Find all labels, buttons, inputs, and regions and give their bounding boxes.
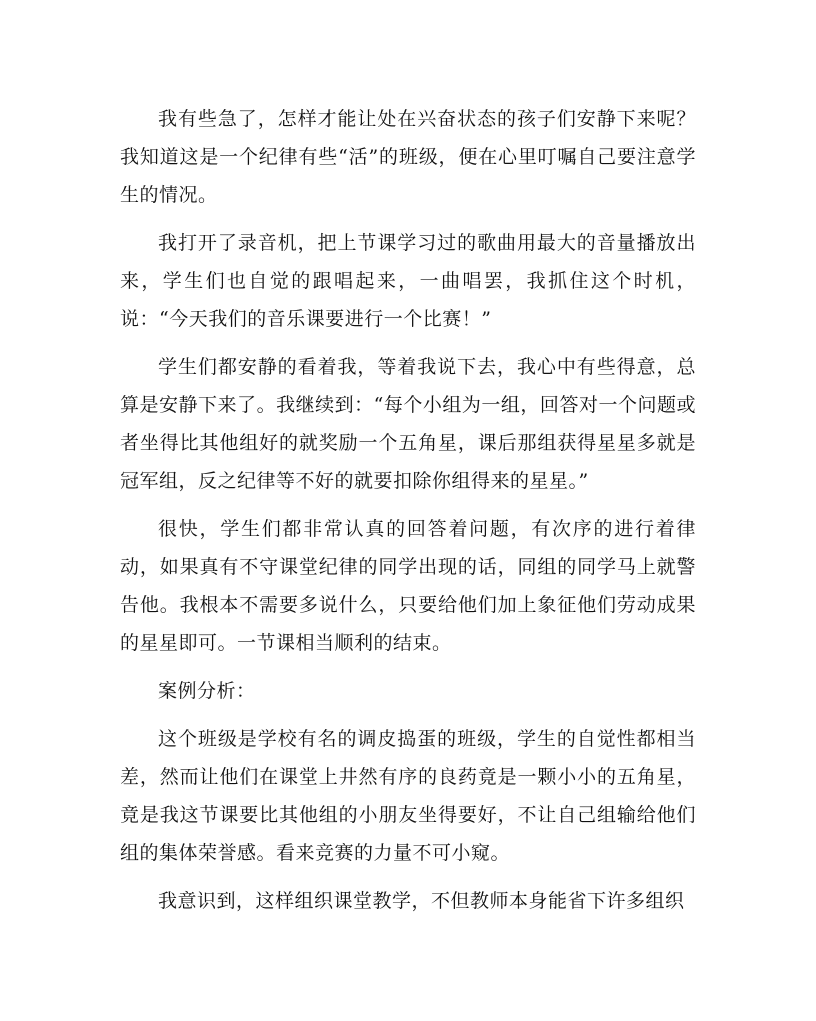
paragraph-2: 我打开了录音机，把上节课学习过的歌曲用最大的音量播放出来，学生们也自觉的跟唱起来，一曲唱罢，我抓住这个时机，说：“今天我们的音乐课要进行一个比赛！” — [120, 232, 696, 330]
body-text — [120, 100, 696, 930]
paragraph-1: 我有些急了，怎样才能让处在兴奋状态的孩子们安静下来呢？我知道这是一个纪律有些“活”的班级，便在心里叮嘱自己要注意学生的情况。 — [120, 108, 696, 206]
paragraph-3: 学生们都安静的看着我，等着我说下去，我心中有些得意，总算是安静下来了。我继续到：“每个小组为一组，回答对一个问题或者坐得比其他组好的就奖励一个五角星，课后那组获得星星多就是冠军组，反之纪律等不好的就要扣除你组得来的星星。” — [120, 356, 696, 492]
paragraph-5: 这个班级是学校有名的调皮捣蛋的班级，学生的自觉性都相当差，然而让他们在课堂上井然有序的良药竟是一颗小小的五角星，竟是我这节课要比其他组的小朋友坐得要好，不让自己组输给他们组的集体荣誉感。看来竞赛的力量不可小窥。 — [120, 728, 696, 864]
section-heading-case-analysis: 案例分析： — [158, 680, 256, 702]
paragraph-4: 很快，学生们都非常认真的回答着问题，有次序的进行着律动，如果真有不守课堂纪律的同学出现的话，同组的同学马上就警告他。我根本不需要多说什么，只要给他们加上象征他们劳动成果的星星即可。一节课相当顺利的结束。 — [120, 518, 696, 654]
paragraph-6: 我意识到，这样组织课堂教学，不但教师本身能省下许多组织 — [158, 890, 685, 912]
